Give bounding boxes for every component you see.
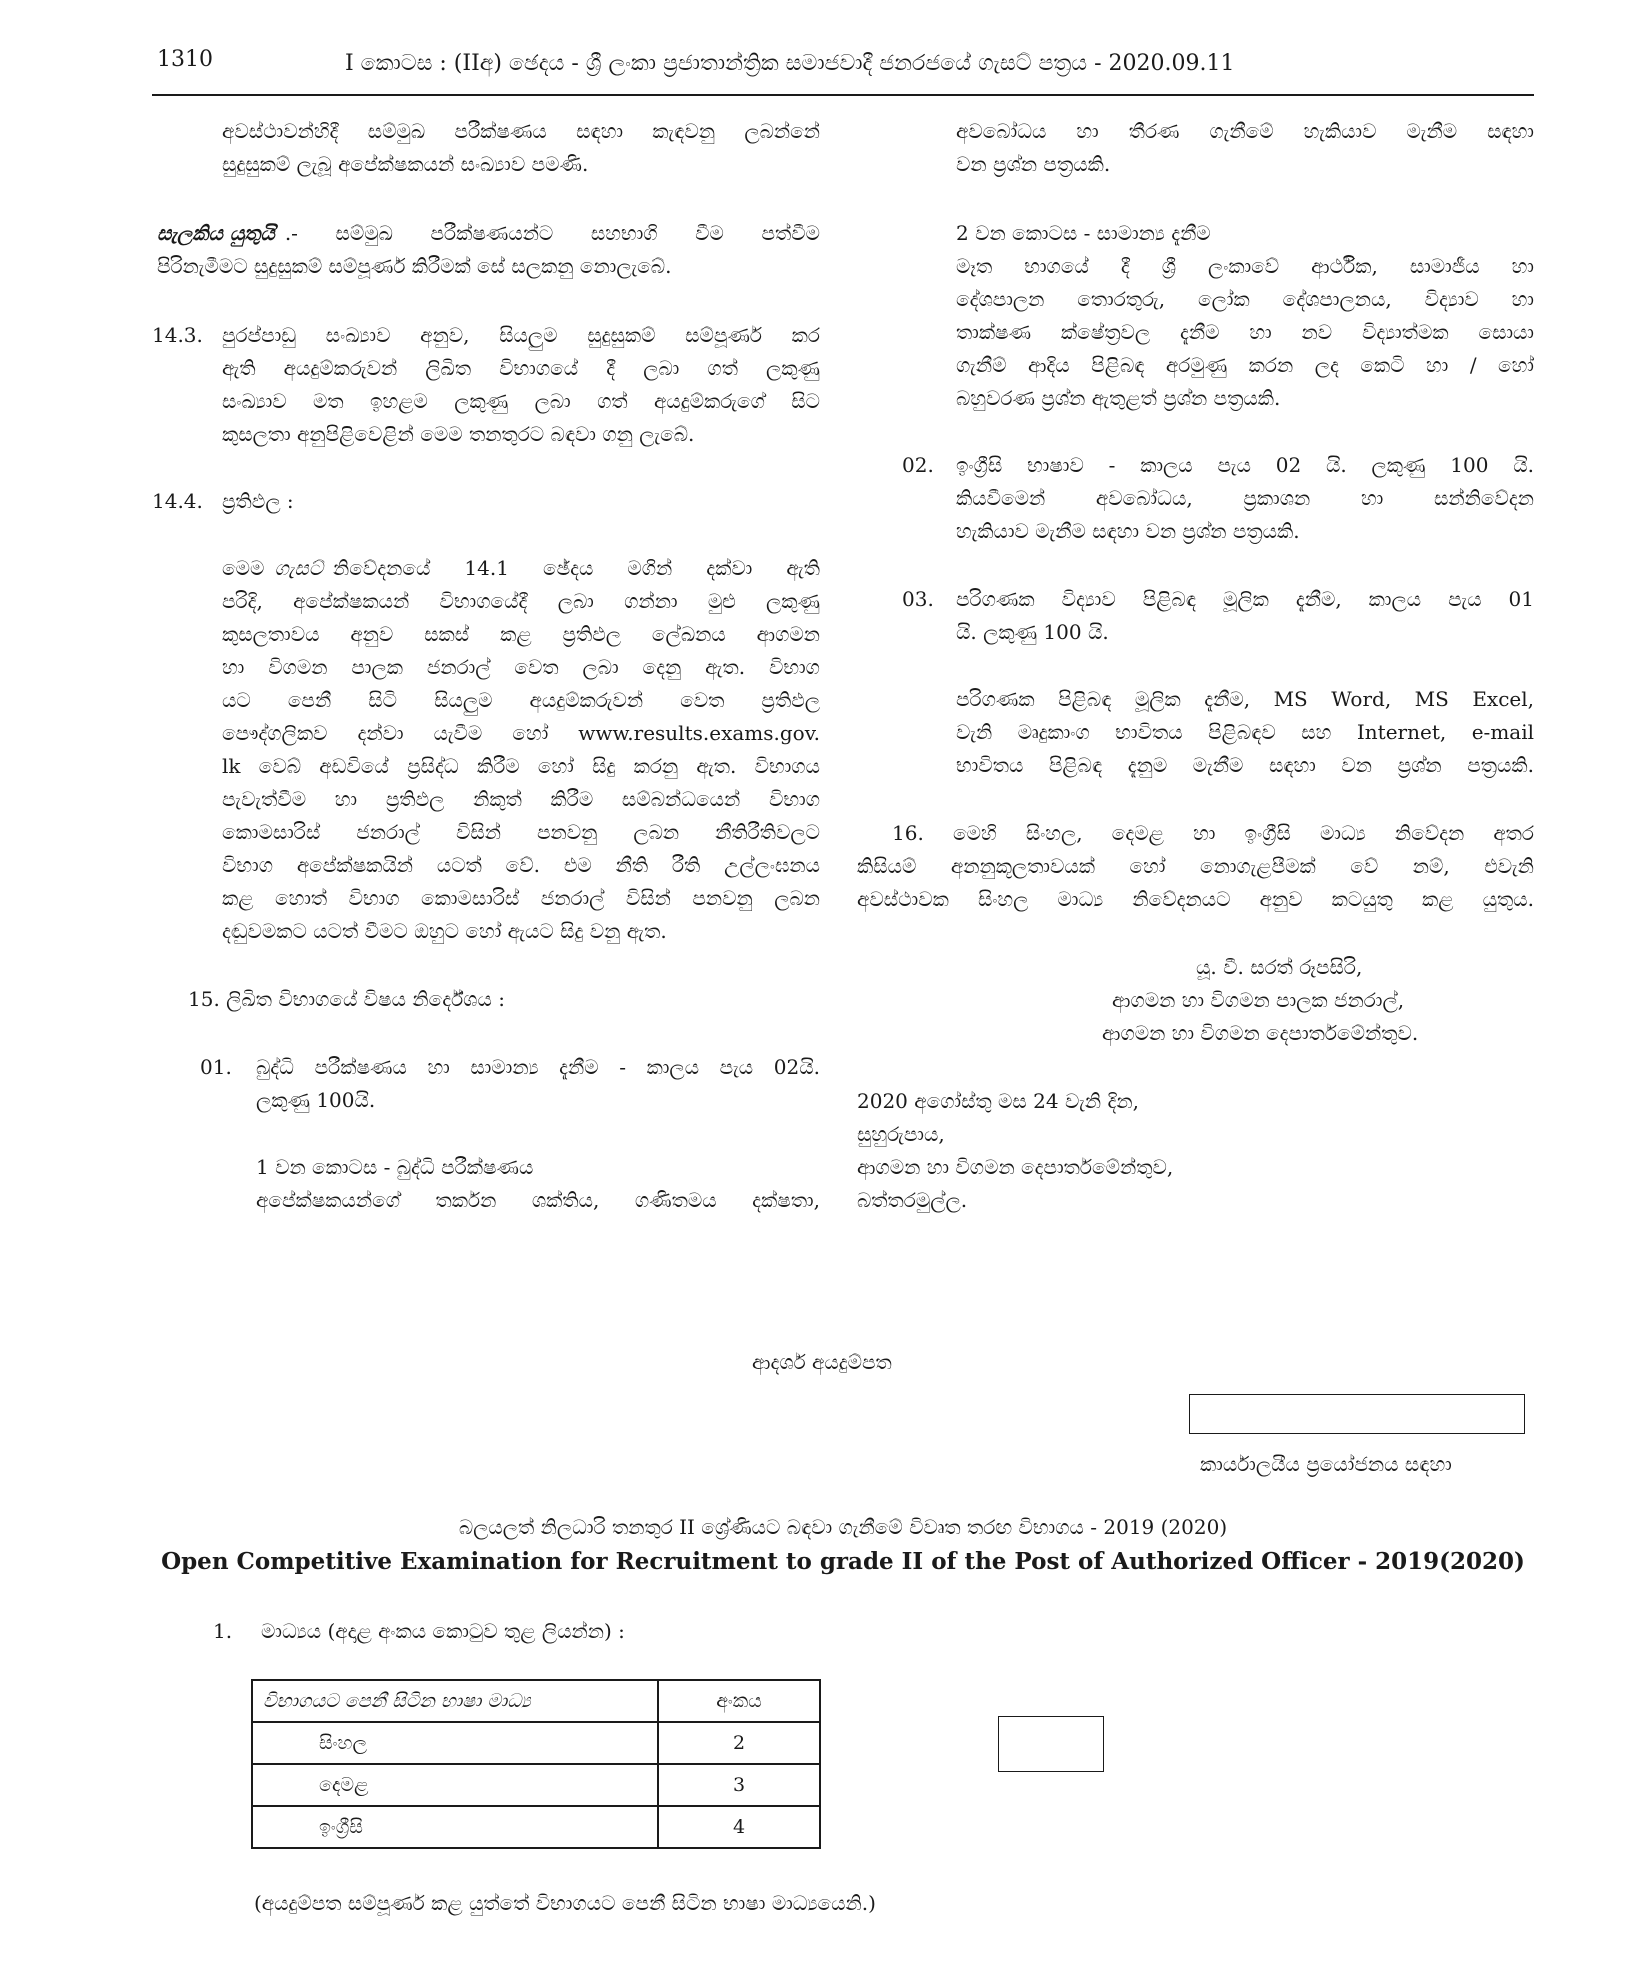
signatory-title: ආගමන හා විගමන පාලක ජනරාල්, xyxy=(1112,988,1405,1012)
form-heading: ආදර්ශ අයදුම්පත xyxy=(752,1350,892,1374)
table-cell-number: 2 xyxy=(658,1722,820,1764)
para-line: අපේක්ෂකයන්ගේ තර්කන ශක්තිය, ගණිතමය දක්ෂතා, xyxy=(256,1188,820,1212)
exam-title-sinhala: බලයලත් නිලධාරි තනතුර II ශ්‍රේණියට බඳවා ගැනීමේ විවෘත තරඟ විභාගය - 2019 (2020) xyxy=(458,1515,1228,1539)
gazette-word: ගැසට් xyxy=(274,556,324,580)
exam-title-english: Open Competitive Examination for Recruitment to grade II of the Post of Authorized Officer - 2019(2020) xyxy=(161,1548,1525,1575)
text-fragment: මෙම xyxy=(222,556,265,580)
para-line: ලකුණු 100යි. xyxy=(256,1088,376,1112)
table-cell-medium: දෙමළ xyxy=(252,1764,658,1806)
table-cell-number: 4 xyxy=(658,1806,820,1848)
signatory-name: යූ. වී. සරත් රූපසිරි, xyxy=(1196,955,1363,979)
place-line: සුහුරුපාය, xyxy=(857,1122,945,1146)
para-line: භාවිතය පිළිබඳ දැනුම මැනීම සඳහා වන ප්‍රශ්න පත්‍රයකි. xyxy=(956,753,1534,777)
para-line: කළ හොත් විභාග කොමසාරිස් ජනරාල් විසින් පනවනු ලබන xyxy=(222,886,820,910)
note-text: .- සම්මුඛ පරීක්ෂණයන්ට සහභාගි වීම පත්වීම xyxy=(284,221,820,245)
para-line: අවස්ථාවක සිංහල මාධ්‍ය නිවේදනයට අනුව කටයුතු කළ යුතුය. xyxy=(857,887,1534,911)
note-label: සැලකිය යුතුයි xyxy=(157,221,275,245)
para-line: බුද්ධි පරීක්ෂණය හා සාමාන්‍ය දැනීම - කාලය පැය 02යි. xyxy=(256,1055,820,1079)
item-number-01: 01. xyxy=(200,1055,232,1079)
item-number-03: 03. xyxy=(902,587,934,611)
question-medium-label: මාධ්‍යය (අදාළ අංකය කොටුව තුළ ලියන්න) : xyxy=(261,1619,625,1643)
signatory-department: ආගමන හා විගමන දෙපාර්තමේන්තුව. xyxy=(1102,1021,1419,1045)
para-line: අවස්ථාවන්හිදී සම්මුඛ පරීක්ෂණය සඳහා කැඳවනු ලබන්නේ xyxy=(222,119,820,143)
place-line: ආගමන හා විගමන දෙපාර්තමේන්තුව, xyxy=(857,1155,1174,1179)
section-title-results: ප්‍රතිඵල : xyxy=(222,489,294,513)
section-number-14-3: 14.3. xyxy=(152,323,203,347)
para-line: පෞද්ගලිකව දන්වා යැවීම හෝ www.results.exams.gov. xyxy=(222,721,820,745)
part-1-title: 1 වන කොටස - බුද්ධි පරීක්ෂණය xyxy=(256,1155,534,1179)
text-fragment: නිවේදනයේ 14.1 ඡේදය මගින් දක්වා ඇති xyxy=(333,556,820,580)
para-line: සංඛ්‍යාව මත ඉහළම ලකුණු ලබා ගත් අයදුම්කරුගේ සිට xyxy=(222,389,820,413)
table-header-number: අංකය xyxy=(658,1680,820,1722)
para-line: කිසියම් අනනුකූලතාවයක් හෝ නොගැළපීමක් වේ නම්, එවැනි xyxy=(857,854,1534,878)
table-cell-number: 3 xyxy=(658,1764,820,1806)
para-line: කියවීමෙන් අවබෝධය, ප්‍රකාශන හා සන්නිවේදන xyxy=(956,486,1534,510)
section-15-title: 15. ලිඛිත විභාගයේ විෂය නිර්දේශය : xyxy=(188,987,505,1011)
table-row xyxy=(252,1722,820,1764)
para-line: බහුවරණ ප්‍රශ්න ඇතුළත් ප්‍රශ්න පත්‍රයකි. xyxy=(956,386,1281,410)
para-line: 16. මෙහි සිංහල, දෙමළ හා ඉංග්‍රීසි මාධ්‍ය නිවේදන අතර xyxy=(892,821,1534,845)
office-use-label: කාර්යාලයීය ප්‍රයෝජනය සඳහා xyxy=(1200,1452,1452,1476)
para-line: ගැනීම් ආදිය පිළිබඳ අරමුණු කරන ලද කෙටි හා / හෝ xyxy=(956,353,1534,377)
section-number-14-4: 14.4. xyxy=(152,489,203,513)
para-line: යි. ලකුණු 100 යි. xyxy=(956,620,1109,644)
para-line: පුරප්පාඩු සංඛ්‍යාව අනුව, සියලුම සුදුසුකම් සම්පූර්ණ කර xyxy=(222,323,820,347)
para-line: මෑත භාගයේ දී ශ්‍රී ලංකාවේ ආර්ථික, සාමාජීය හා xyxy=(956,254,1534,278)
para-line: හා විගමන පාලක ජනරාල් වෙත ලබා දෙනු ඇත. විභාග xyxy=(222,655,820,679)
para-line: තාක්ෂණ ක්ෂේත්‍රවල දැනීම හා නව විද්‍යාත්මක සොයා xyxy=(956,320,1534,344)
para-line: කොමසාරිස් ජනරාල් විසින් පනවනු ලබන නීතිරීතිවලට xyxy=(222,820,820,844)
table-row xyxy=(252,1764,820,1806)
table-header-row xyxy=(252,1680,820,1722)
para-line: ඉංග්‍රීසි භාෂාව - කාලය පැය 02 යි. ලකුණු 100 යි. xyxy=(956,453,1534,477)
note-line xyxy=(157,218,820,249)
table-header-medium: විභාගයට පෙනී සිටින භාෂා මාධ්‍ය xyxy=(252,1680,658,1722)
place-line: බත්තරමුල්ල. xyxy=(857,1188,968,1212)
date-line: 2020 අගෝස්තු මස 24 වැනි දින, xyxy=(857,1089,1140,1113)
para-line: පරිගණක විද්‍යාව පිළිබඳ මූලික දැනීම, කාලය පැය 01 xyxy=(956,587,1534,611)
para-line: සුදුසුකම් ලැබූ අපේක්ෂකයන් සංඛ්‍යාව පමණි. xyxy=(222,152,589,176)
para-line: පරිදි, අපේක්ෂකයන් විභාගයේදී ලබා ගන්නා මුළු ලකුණු xyxy=(222,589,820,613)
question-number-1: 1. xyxy=(213,1619,233,1643)
table-row xyxy=(252,1806,820,1848)
para-line: කුසලතා අනුපිළිවෙළින් මෙම තනතුරට බඳවා ගනු ලැබේ. xyxy=(222,422,695,446)
table-cell-medium: ඉංග්‍රීසි xyxy=(252,1806,658,1848)
para-line: කුසලතාවය අනුව සකස් කළ ප්‍රතිඵල ලේඛනය ආගමන xyxy=(222,622,820,646)
para-line: පරිගණක පිළිබඳ මූලික දැනීම, MS Word, MS Excel, xyxy=(956,687,1534,711)
medium-table xyxy=(251,1679,821,1849)
header-rule xyxy=(152,94,1534,96)
para-line: ඇති අයදුම්කරුවන් ලිඛිත විභාගයේ දී ලබා ගත් ලකුණු xyxy=(222,356,820,380)
table-cell-medium: සිංහල xyxy=(252,1722,658,1764)
para-line: හැකියාව මැනීම සඳහා වන ප්‍රශ්න පත්‍රයකි. xyxy=(956,519,1300,543)
para-line: යට පෙනී සිටි සියලුම අයදුම්කරුවන් වෙත ප්‍රතිඵල xyxy=(222,688,820,712)
para-line: පැවැත්වීම හා ප්‍රතිඵල නිකුත් කිරීම සම්බන්ධයෙන් විභාග xyxy=(222,787,820,811)
note-line: පිරිනැමීමට සුදුසුකම් සම්පූර්ණ කිරීමක් සේ සලකනු නොලැබේ. xyxy=(157,254,672,278)
para-line: lk වෙබ් අඩවියේ ප්‍රසිද්ධ කිරීම හෝ සිදු කරනු ඇත. විභාගය xyxy=(222,754,820,778)
part-2-title: 2 වන කොටස - සාමාන්‍ය දැනීම xyxy=(956,221,1211,245)
office-use-box[interactable] xyxy=(1189,1394,1525,1434)
para-line: වන ප්‍රශ්න පත්‍රයකි. xyxy=(956,152,1111,176)
item-number-02: 02. xyxy=(902,453,934,477)
medium-answer-box[interactable] xyxy=(998,1716,1104,1772)
gazette-header-title: I කොටස : (IIඅ) ඡෙදය - ශ්‍රී ලංකා ප්‍රජාතාන්ත්‍රික සමාජවාදී ජනරජයේ ගැසට් පත්‍රය - 2020.09.11 xyxy=(345,51,1235,76)
form-footnote: (අයදුම්පත සම්පූර්ණ කළ යුත්තේ විභාගයට පෙනී සිටින භාෂා මාධ්‍යයෙනි.) xyxy=(254,1891,876,1915)
para-line: දේශපාලන තොරතුරු, ලෝක දේශපාලනය, විද්‍යාව හා xyxy=(956,287,1534,311)
para-line: දඬුවමකට යටත් වීමට ඔහුට හෝ ඇයට සිදු වනු ඇත. xyxy=(222,919,667,943)
para-line xyxy=(222,553,820,584)
page-number: 1310 xyxy=(157,47,213,72)
para-line: අවබෝධය හා තීරණ ගැනීමේ හැකියාව මැනීම සඳහා xyxy=(956,119,1534,143)
para-line: විභාග අපේක්ෂකයින් යටත් වේ. එම නීති රීති උල්ලංඝනය xyxy=(222,853,820,877)
para-line: වැනි මෘදුකාංග භාවිතය පිළිබඳව සහ Internet, e-mail xyxy=(956,720,1534,744)
